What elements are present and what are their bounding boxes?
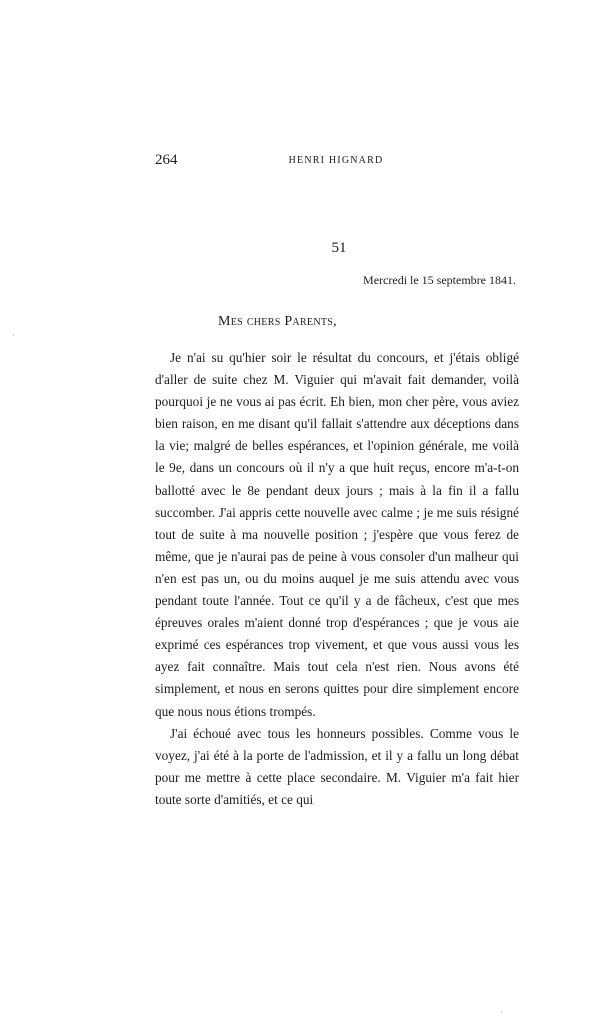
letter-body bbox=[155, 347, 519, 811]
running-title: HENRI HIGNARD bbox=[288, 155, 384, 166]
paragraph-1: Je n'ai su qu'hier soir le résultat du concours, et j'étais obligé d'aller de suite chez M. Viguier qui m'avait fait demander, voilà pourquoi je ne vous ai pas écrit. Eh bien, mon cher père, vous aviez bien raison, en me disant qu'il fallait s'attendre aux déceptions dans la vie; malgré de belles espérances, et l'opinion générale, me voilà le 9e, dans un concours où il n'y a que huit reçus, encore m'a-t-on ballotté avec le 8e pendant deux jours ; mais à la fin il a fallu succomber. J'ai appris cette nouvelle avec calme ; je me suis résigné tout de suite à ma nouvelle position ; j'espère que vous ferez de même, que je n'aurai pas de peine à vous consoler d'un malheur qui n'en est pas un, ou du moins auquel je me suis attendu avec vous pendant toute l'année. Tout ce qu'il y a de fâcheux, c'est que mes épreuves orales m'aient donné trop d'espérances ; que je vous aie exprimé ces espérances trop vivement, et que vous aussi vous les ayez fait connaître. Mais tout cela n'est rien. Nous avons été simplement, et nous en serons quittes pour dire simplement encore que nous nous étions trompés. bbox=[155, 350, 519, 719]
scan-speck: · bbox=[12, 330, 15, 340]
scan-speck: ´ bbox=[500, 1010, 503, 1020]
running-head bbox=[155, 152, 517, 172]
paragraph-2: J'ai échoué avec tous les honneurs possibles. Comme vous le voyez, j'ai été à la porte de l'admission, et il y a fallu un long débat pour me mettre à cette place secondaire. M. Viguier m'a fait hier toute sorte d'amitiés, et ce qui bbox=[155, 725, 519, 807]
letter-dateline: Mercredi le 15 septembre 1841. bbox=[363, 273, 516, 287]
letter-number: 51 bbox=[331, 240, 347, 256]
letter-salutation: Mes chers Parents, bbox=[218, 314, 337, 329]
page-number: 264 bbox=[155, 152, 178, 168]
